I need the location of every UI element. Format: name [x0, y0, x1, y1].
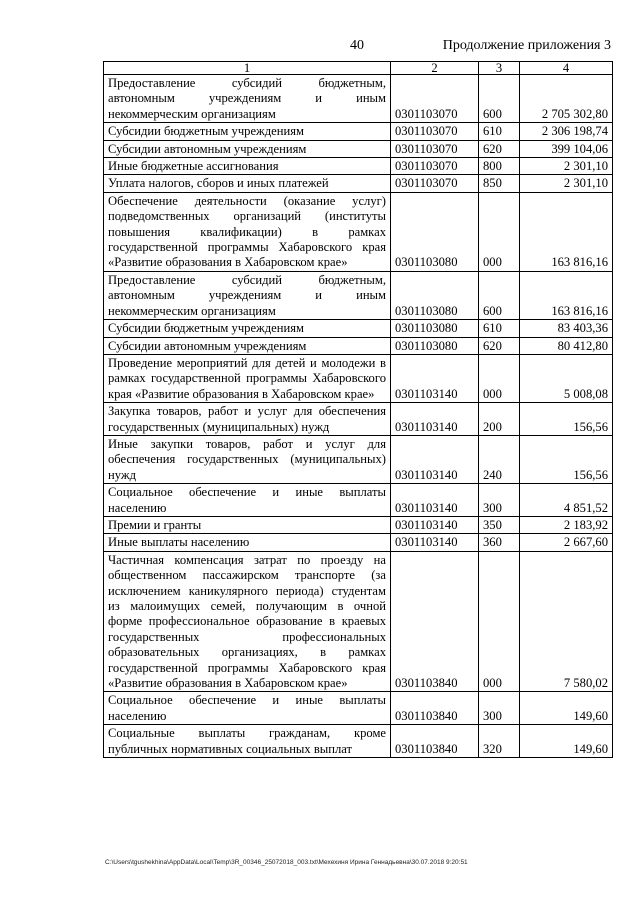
item-name: Обеспечение деятельности (оказание услуг) подведомственных организаций (институты повышения квалификации) в рамках государственной программы Хабаровского края «Развитие образования в Хабаровском крае»	[104, 192, 391, 271]
table-row	[104, 435, 613, 483]
amount: 2 301,10	[520, 175, 613, 192]
item-name: Социальное обеспечение и иные выплаты населению	[104, 692, 391, 725]
page-number: 40	[350, 38, 364, 53]
target-code: 0301103080	[391, 192, 479, 271]
target-code: 0301103140	[391, 435, 479, 483]
expense-type: 800	[479, 158, 520, 175]
target-code: 0301103080	[391, 320, 479, 337]
target-code: 0301103080	[391, 337, 479, 354]
expense-type: 000	[479, 354, 520, 402]
target-code: 0301103070	[391, 140, 479, 157]
expense-type: 350	[479, 516, 520, 533]
amount: 399 104,06	[520, 140, 613, 157]
expense-type: 600	[479, 75, 520, 123]
table-row	[104, 484, 613, 517]
item-name: Предоставление субсидий бюджетным, автономным учреждениям и иным некоммерческим организациям	[104, 75, 391, 123]
item-name: Уплата налогов, сборов и иных платежей	[104, 175, 391, 192]
expense-type: 000	[479, 192, 520, 271]
table-body	[104, 62, 613, 758]
item-name: Закупка товаров, работ и услуг для обеспечения государственных (муниципальных) нужд	[104, 403, 391, 436]
table-row	[104, 337, 613, 354]
target-code: 0301103840	[391, 692, 479, 725]
amount: 7 580,02	[520, 551, 613, 692]
expense-type: 300	[479, 484, 520, 517]
amount: 163 816,16	[520, 192, 613, 271]
amount: 163 816,16	[520, 271, 613, 319]
expense-type: 000	[479, 551, 520, 692]
footer-file-path: C:\Users\tgushekhina\AppData\Local\Temp\3R_00346_25072018_003.txt\Мехехиня Ирина Геннадьевна\30.07.2018 9:20:51	[105, 859, 468, 866]
column-header: 3	[479, 62, 520, 75]
table-row	[104, 271, 613, 319]
page-header	[0, 38, 640, 58]
table-row	[104, 551, 613, 692]
expense-type: 610	[479, 320, 520, 337]
target-code: 0301103140	[391, 354, 479, 402]
amount: 5 008,08	[520, 354, 613, 402]
column-header: 4	[520, 62, 613, 75]
amount: 2 667,60	[520, 534, 613, 551]
expense-type: 240	[479, 435, 520, 483]
item-name: Субсидии автономным учреждениям	[104, 140, 391, 157]
expense-type: 360	[479, 534, 520, 551]
amount: 2 705 302,80	[520, 75, 613, 123]
target-code: 0301103080	[391, 271, 479, 319]
item-name: Социальные выплаты гражданам, кроме публичных нормативных социальных выплат	[104, 725, 391, 758]
target-code: 0301103840	[391, 725, 479, 758]
amount: 2 183,92	[520, 516, 613, 533]
amount: 149,60	[520, 725, 613, 758]
item-name: Иные бюджетные ассигнования	[104, 158, 391, 175]
item-name: Частичная компенсация затрат по проезду на общественном пассажирском транспорте (за исключением каникулярного периода) студентам из малоимущих семей, получающим в очной форме профессиональное образование в краевых государственных профессиональных образовательных организациях, в рамках государственной программы Хабаровского края «Развитие образования в Хабаровском крае»	[104, 551, 391, 692]
expense-type: 320	[479, 725, 520, 758]
table-row	[104, 534, 613, 551]
target-code: 0301103070	[391, 158, 479, 175]
item-name: Премии и гранты	[104, 516, 391, 533]
table-row	[104, 75, 613, 123]
target-code: 0301103140	[391, 516, 479, 533]
item-name: Проведение мероприятий для детей и молодежи в рамках государственной программы Хабаровского края «Развитие образования в Хабаровском крае»	[104, 354, 391, 402]
item-name: Предоставление субсидий бюджетным, автономным учреждениям и иным некоммерческим организациям	[104, 271, 391, 319]
target-code: 0301103140	[391, 403, 479, 436]
item-name: Иные закупки товаров, работ и услуг для обеспечения государственных (муниципальных) нужд	[104, 435, 391, 483]
expense-type: 600	[479, 271, 520, 319]
expense-type: 620	[479, 337, 520, 354]
expense-type: 620	[479, 140, 520, 157]
column-header: 1	[104, 62, 391, 75]
item-name: Субсидии бюджетным учреждениям	[104, 123, 391, 140]
target-code: 0301103070	[391, 75, 479, 123]
target-code: 0301103070	[391, 123, 479, 140]
table-row	[104, 725, 613, 758]
table-row	[104, 692, 613, 725]
amount: 149,60	[520, 692, 613, 725]
continuation-label: Продолжение приложения 3	[442, 38, 611, 53]
table-row	[104, 516, 613, 533]
table-header-row	[104, 62, 613, 75]
expense-type: 850	[479, 175, 520, 192]
budget-table	[103, 61, 613, 758]
table-row	[104, 123, 613, 140]
target-code: 0301103070	[391, 175, 479, 192]
table-row	[104, 175, 613, 192]
item-name: Социальное обеспечение и иные выплаты населению	[104, 484, 391, 517]
amount: 156,56	[520, 435, 613, 483]
target-code: 0301103140	[391, 534, 479, 551]
expense-type: 300	[479, 692, 520, 725]
column-header: 2	[391, 62, 479, 75]
expense-type: 610	[479, 123, 520, 140]
amount: 83 403,36	[520, 320, 613, 337]
table-row	[104, 320, 613, 337]
item-name: Иные выплаты населению	[104, 534, 391, 551]
amount: 2 306 198,74	[520, 123, 613, 140]
item-name: Субсидии автономным учреждениям	[104, 337, 391, 354]
amount: 2 301,10	[520, 158, 613, 175]
table-row	[104, 158, 613, 175]
table-row	[104, 192, 613, 271]
amount: 4 851,52	[520, 484, 613, 517]
table-row	[104, 140, 613, 157]
table-row	[104, 354, 613, 402]
table-row	[104, 403, 613, 436]
target-code: 0301103840	[391, 551, 479, 692]
amount: 80 412,80	[520, 337, 613, 354]
target-code: 0301103140	[391, 484, 479, 517]
expense-type: 200	[479, 403, 520, 436]
item-name: Субсидии бюджетным учреждениям	[104, 320, 391, 337]
amount: 156,56	[520, 403, 613, 436]
